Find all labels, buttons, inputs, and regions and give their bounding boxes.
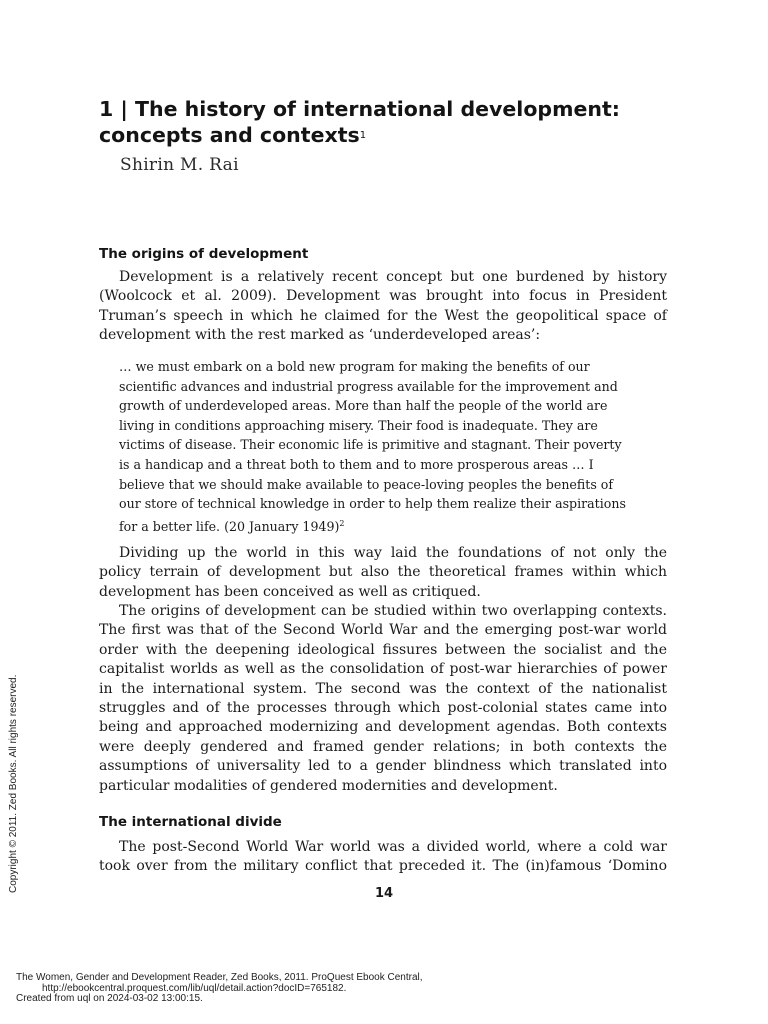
- text-line: in the international system. The second was the context of the nationalist: [99, 680, 667, 697]
- quote-line: living in conditions approaching misery. Their food is inadequate. They are: [119, 417, 598, 433]
- citation-footer: [16, 973, 756, 1005]
- quote-line: is a handicap and a threat both to them and to more prosperous areas … I: [119, 456, 594, 472]
- text-line: struggles and of the processes through which post-colonial states came into: [99, 700, 667, 717]
- paragraph-post-war-world: [99, 838, 667, 877]
- chapter-title-footnote-marker[interactable]: 1: [359, 130, 367, 141]
- chapter-title: [99, 96, 699, 148]
- quote-line: scientific advances and industrial progress available for the improvement and: [119, 378, 618, 394]
- quote-line: believe that we should make available to peace-loving peoples the benefits of: [119, 476, 614, 492]
- chapter-author: Shirin M. Rai: [120, 155, 239, 175]
- quote-footnote-marker[interactable]: 2: [339, 518, 345, 528]
- chapter-title-line1: 1 | The history of international development:: [99, 97, 620, 121]
- paragraph-two-contexts: [99, 602, 667, 796]
- quote-line: … we must embark on a bold new program for making the benefits of our: [119, 359, 590, 374]
- text-line: capitalist worlds as well as the consolidation of post-war hierarchies of power: [99, 661, 667, 678]
- paragraph-dividing-world: [99, 544, 667, 602]
- quote-line: victims of disease. Their economic life is primitive and stagnant. Their poverty: [119, 437, 622, 453]
- text-line: were deeply gendered and framed gender relations; in both contexts the: [99, 738, 667, 755]
- text-line: order with the deepening ideological fissures between the socialist and the: [99, 641, 667, 658]
- footer-url-link[interactable]: http://ebookcentral.proquest.com/lib/uql/detail.action?docID=765182.: [42, 982, 347, 994]
- copyright-notice: Copyright © 2011. Zed Books. All rights reserved.: [8, 674, 19, 893]
- text-line: The origins of development can be studied within two overlapping contexts.: [119, 603, 667, 619]
- truman-quote: [119, 357, 653, 537]
- quote-line: our store of technical knowledge in order to help them realize their aspirations: [119, 496, 626, 512]
- text-line: Truman’s speech in which he claimed for the West the geopolitical space of: [99, 307, 667, 324]
- footer-created-line: Created from uql on 2024-03-02 13:00:15.: [16, 993, 203, 1004]
- text-line: development has been conceived as well as critiqued.: [99, 583, 481, 600]
- quote-line-text: for a better life. (20 January 1949): [119, 518, 340, 534]
- quote-line: growth of underdeveloped areas. More than half the people of the world are: [119, 398, 608, 414]
- section-heading-international-divide: The international divide: [99, 814, 282, 830]
- text-line: took over from the military conflict that preceded it. The (in)famous ‘Domino: [99, 858, 667, 875]
- footer-source-line: The Women, Gender and Development Reader, Zed Books, 2011. ProQuest Ebook Central,: [16, 972, 423, 983]
- text-line: policy terrain of development but also the theoretical frames within which: [99, 564, 667, 581]
- section-heading-origins: The origins of development: [99, 246, 309, 262]
- page-number: 14: [374, 886, 394, 901]
- chapter-title-line2: concepts and contexts: [99, 123, 360, 147]
- quote-line-last: [119, 514, 653, 537]
- text-line: The first was that of the Second World War and the emerging post-war world: [99, 622, 667, 639]
- paragraph-origins-intro: [99, 268, 667, 346]
- text-line: (Woolcock et al. 2009). Development was brought into focus in President: [99, 288, 667, 305]
- text-line: being and approached modernizing and development agendas. Both contexts: [99, 719, 667, 736]
- text-line: Dividing up the world in this way laid the foundations of not only the: [119, 545, 667, 561]
- text-line: particular modalities of gendered modernities and development.: [99, 777, 558, 794]
- text-line: assumptions of universality led to a gender blindness which translated into: [99, 758, 667, 775]
- text-line: development with the rest marked as ‘underdeveloped areas’:: [99, 327, 541, 344]
- text-line: The post-Second World War world was a divided world, where a cold war: [119, 839, 667, 855]
- text-line: Development is a relatively recent concept but one burdened by history: [119, 269, 667, 285]
